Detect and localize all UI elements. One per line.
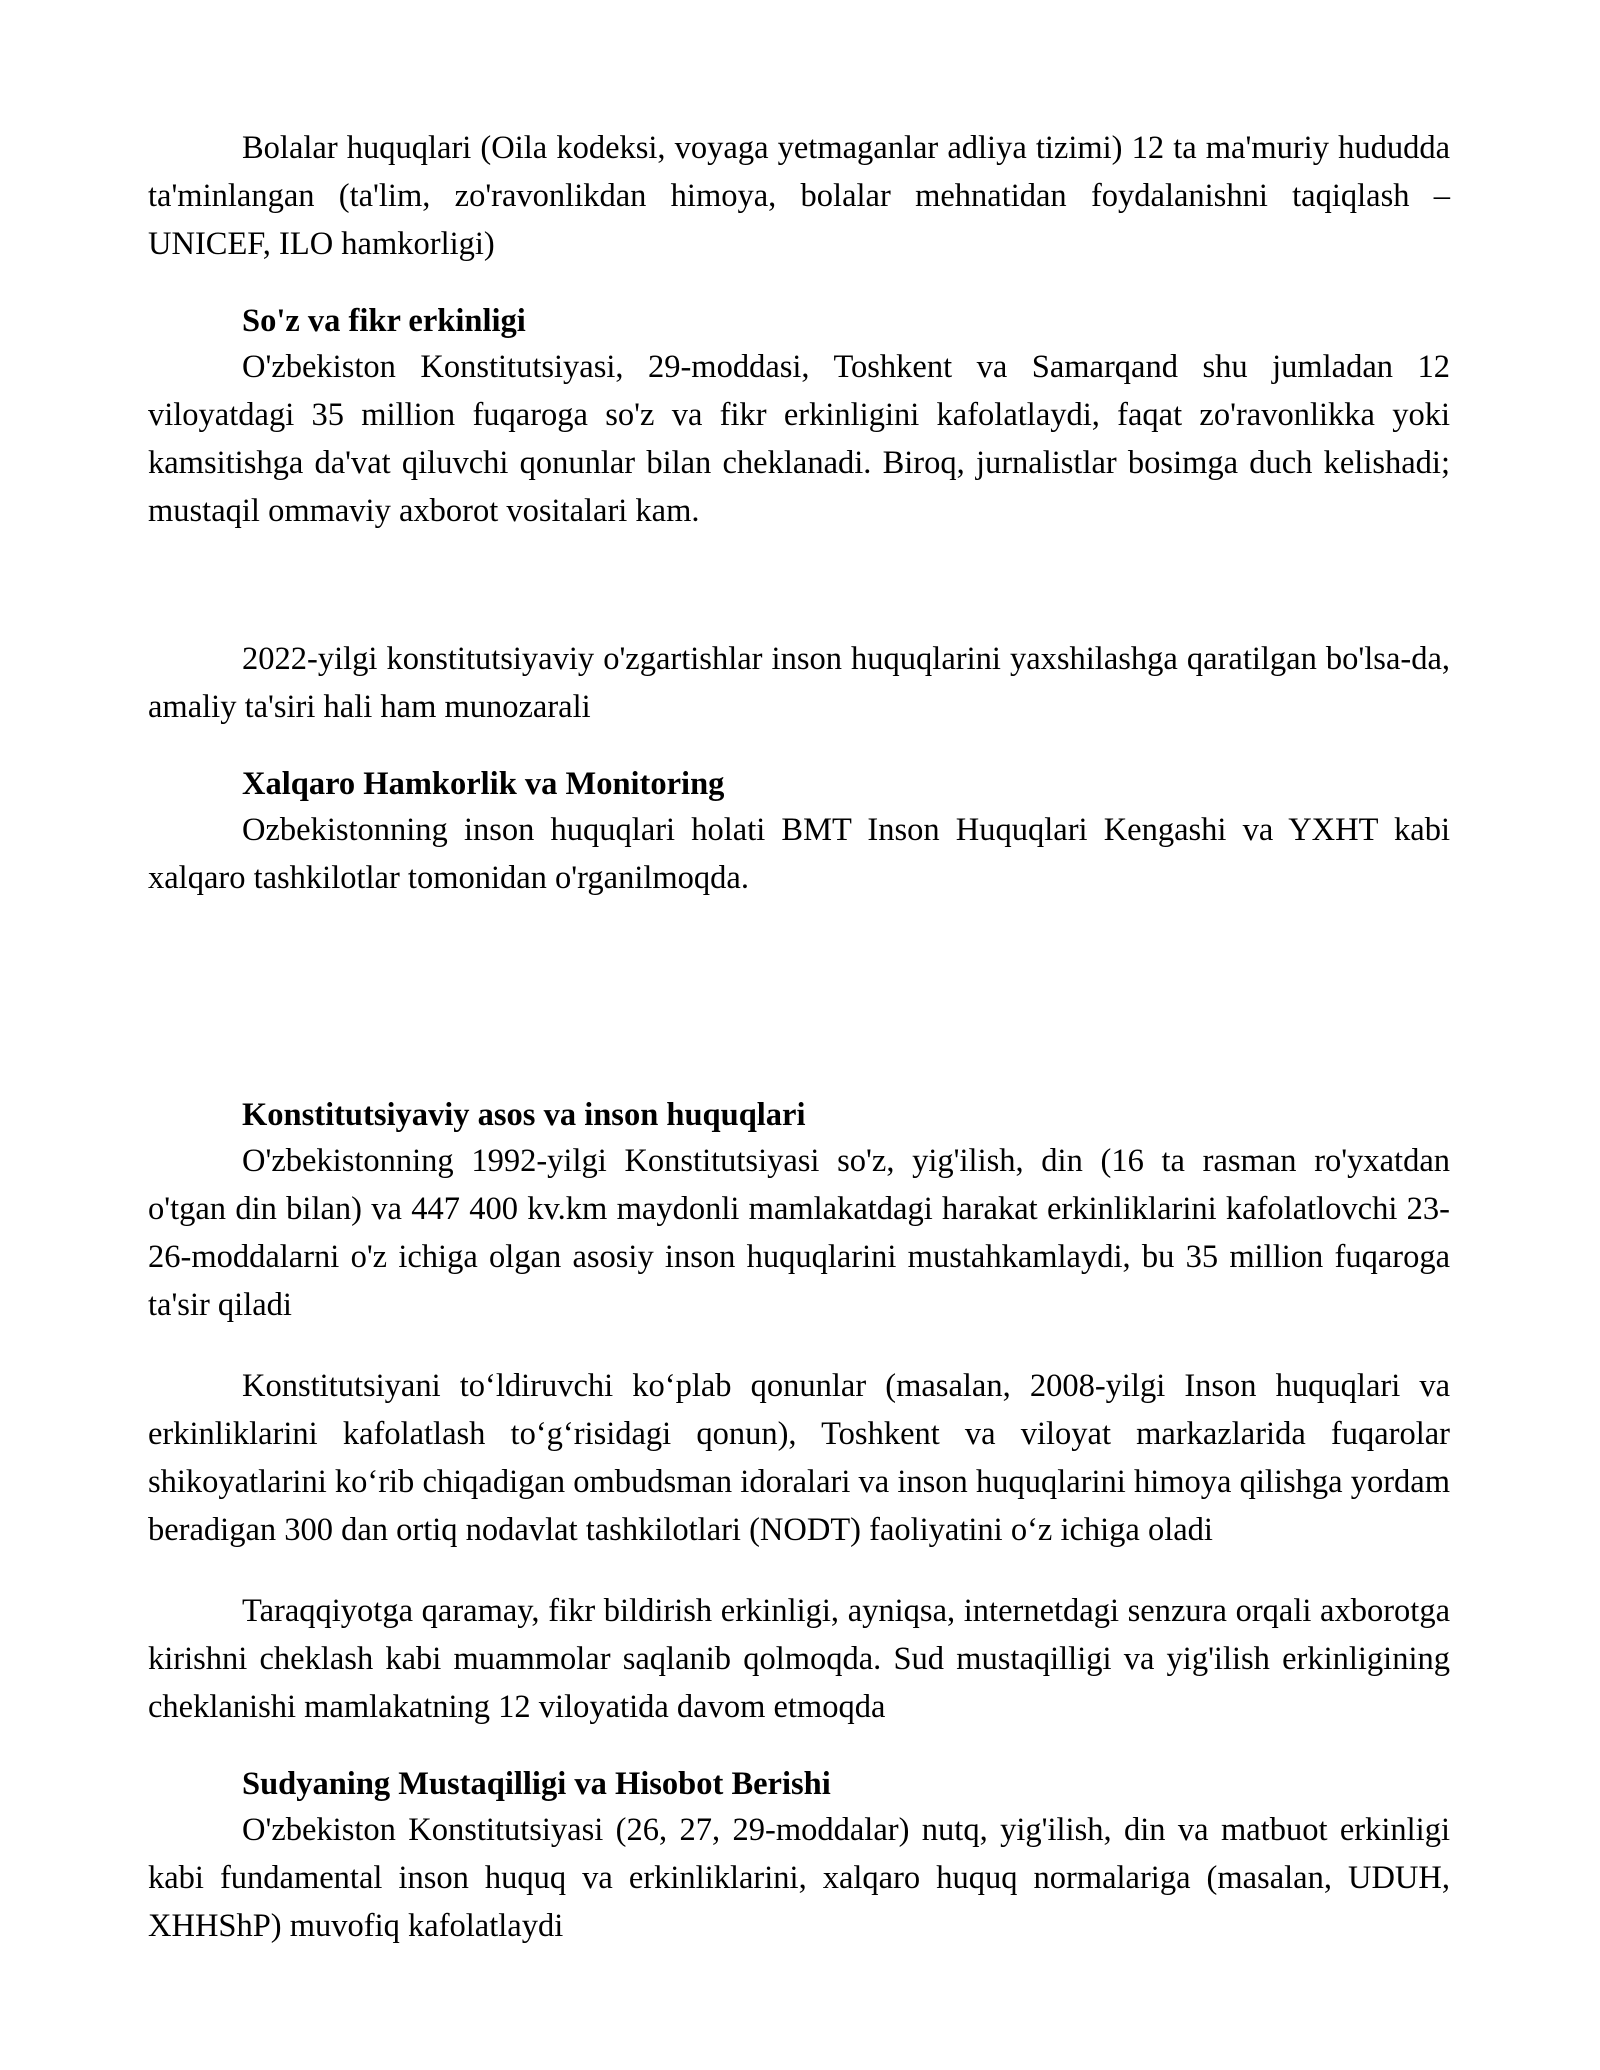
heading-constitutional-basis: Konstitutsiyaviy asos va inson huquqlari <box>242 1097 806 1133</box>
paragraph-remaining-challenges: Taraqqiyotga qaramay, fikr bildirish erkinligi, ayniqsa, internetdagi senzura orqali axborotga kirishni cheklash kabi muammolar saqlanib qolmoqda. Sud mustaqilligi va yig'ilish erkinligining cheklanishi mamlakatning 12 viloyatida davom etmoqda <box>148 1593 1450 1725</box>
heading-international-cooperation: Xalqaro Hamkorlik va Monitoring <box>242 766 725 802</box>
heading-judicial-independence: Sudyaning Mustaqilligi va Hisobot Berishi <box>242 1766 831 1802</box>
heading-freedom-of-speech: So'z va fikr erkinligi <box>242 303 526 339</box>
paragraph-childrens-rights: Bolalar huquqlari (Oila kodeksi, voyaga yetmaganlar adliya tizimi) 12 ta ma'muriy hududda ta'minlangan (ta'lim, zo'ravonlikdan himoya, bolalar mehnatidan foydalanishni taqiqlash – UNICEF, ILO hamkorligi) <box>148 130 1450 262</box>
document-page <box>148 124 1450 1950</box>
paragraph-supplementary-laws: Konstitutsiyani to‘ldiruvchi ko‘plab qonunlar (masalan, 2008-yilgi Inson huquqlari va erkinliklarini kafolatlash to‘g‘risidagi qonun), Toshkent va viloyat markazlarida fuqarolar shikoyatlarini ko‘rib chiqadigan ombudsman idoralari va inson huquqlarini himoya qilishga yordam beradigan 300 dan ortiq nodavlat tashkilotlari (NODT) faoliyatini o‘z ichiga oladi <box>148 1368 1450 1548</box>
paragraph-fundamental-rights: O'zbekiston Konstitutsiyasi (26, 27, 29-moddalar) nutq, yig'ilish, din va matbuot erkinligi kabi fundamental inson huquq va erkinliklarini, xalqaro huquq normalariga (masalan, UDUH, XHHShP) muvofiq kafolatlaydi <box>148 1812 1450 1944</box>
paragraph-constitutional-amendments: 2022-yilgi konstitutsiyaviy o'zgartishlar inson huquqlarini yaxshilashga qaratilgan bo'lsa-da, amaliy ta'siri hali ham munozarali <box>148 641 1450 725</box>
paragraph-freedom-of-speech: O'zbekiston Konstitutsiyasi, 29-moddasi, Toshkent va Samarqand shu jumladan 12 viloyatdagi 35 million fuqaroga so'z va fikr erkinligini kafolatlaydi, faqat zo'ravonlikka yoki kamsitishga da'vat qiluvchi qonunlar bilan cheklanadi. Biroq, jurnalistlar bosimga duch kelishadi; mustaqil ommaviy axborot vositalari kam. <box>148 349 1450 529</box>
paragraph-international-monitoring: Ozbekistonning inson huquqlari holati BMT Inson Huquqlari Kengashi va YXHT kabi xalqaro tashkilotlar tomonidan o'rganilmoqda. <box>148 812 1450 896</box>
paragraph-constitution-1992: O'zbekistonning 1992-yilgi Konstitutsiyasi so'z, yig'ilish, din (16 ta rasman ro'yxatdan o'tgan din bilan) va 447 400 kv.km maydonli mamlakatdagi harakat erkinliklarini kafolatlovchi 23-26-moddalarni o'z ichiga olgan asosiy inson huquqlarini mustahkamlaydi, bu 35 million fuqaroga ta'sir qiladi <box>148 1143 1450 1323</box>
